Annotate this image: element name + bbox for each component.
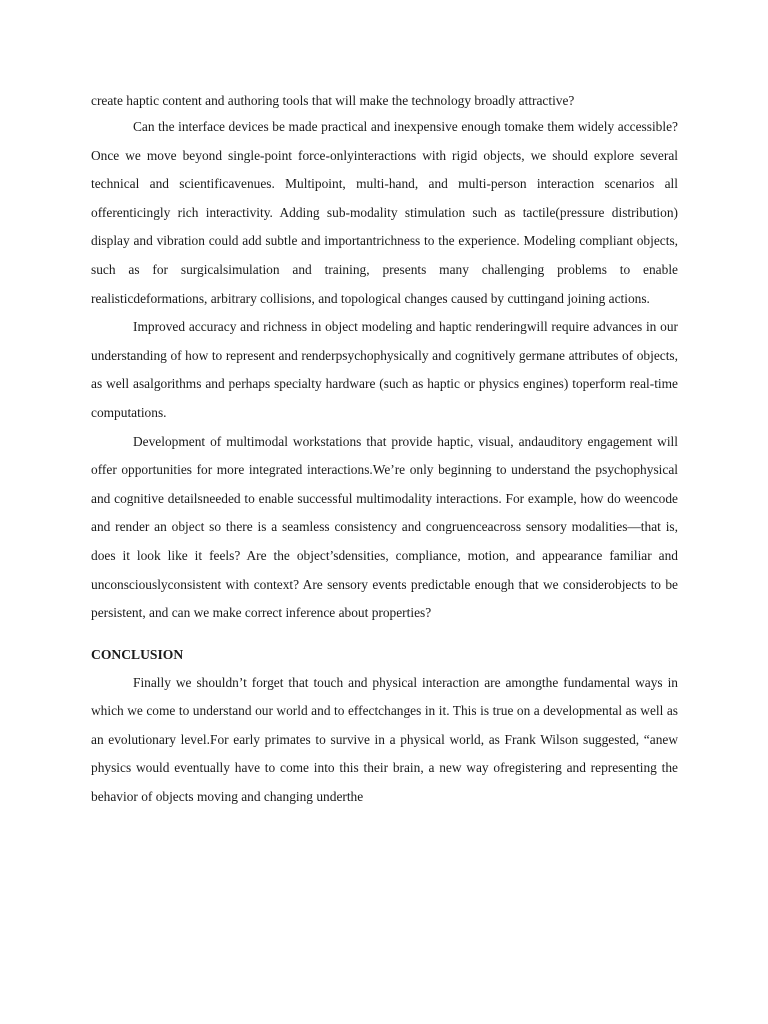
document-page	[91, 92, 678, 812]
conclusion-section	[91, 641, 678, 812]
paragraph-multimodal-workstations: Development of multimodal workstations that provide haptic, visual, andauditory engagement will offer opportunities for more integrated interactions.We’re only beginning to understand the psychophysical and cognitive detailsneeded to enable successful multimodality interactions. For example, how do weencode and render an object so there is a seamless consistency and congruenceacross sensory modalities—that is, does it look like it feels? Are the object’sdensities, compliance, motion, and appearance familiar and unconsciouslyconsistent with context? Are sensory events predictable enough that we considerobjects to be persistent, and can we make correct inference about properties?	[91, 433, 678, 621]
opening-text: create haptic content and authoring tools that will make the technology broadly attractive?	[91, 93, 575, 108]
conclusion-heading: CONCLUSION	[91, 646, 184, 662]
paragraph-conclusion: Finally we shouldn’t forget that touch and physical interaction are amongthe fundamental ways in which we come to understand our world and to effectchanges in it. This is true on a developmental as well as an evolutionary level.For early primates to survive in a physical world, as Frank Wilson suggested, “anew physics would eventually have to come into this their brain, a new way ofregistering and representing the behavior of objects moving and changing underthe	[91, 674, 678, 805]
paragraph-interface-devices: Can the interface devices be made practical and inexpensive enough tomake them widely accessible? Once we move beyond single-point force-onlyinteractions with rigid objects, we should explore several technical and scientificavenues. Multipoint, multi-hand, and multi-person interaction scenarios all offerenticingly rich interactivity. Adding sub-modality stimulation such as tactile(pressure distribution) display and vibration could add subtle and importantrichness to the experience. Modeling compliant objects, such as for surgicalsimulation and training, presents many challenging problems to enable realisticdeformations, arbitrary collisions, and topological changes caused by cuttingand joining actions.	[91, 119, 678, 306]
paragraph-object-modeling: Improved accuracy and richness in object modeling and haptic renderingwill require advances in our understanding of how to represent and renderpsychophysically and cognitively germane attributes of objects, as well asalgorithms and perhaps specialty hardware (such as haptic or physics engines) toperform real-time computations.	[91, 319, 678, 420]
